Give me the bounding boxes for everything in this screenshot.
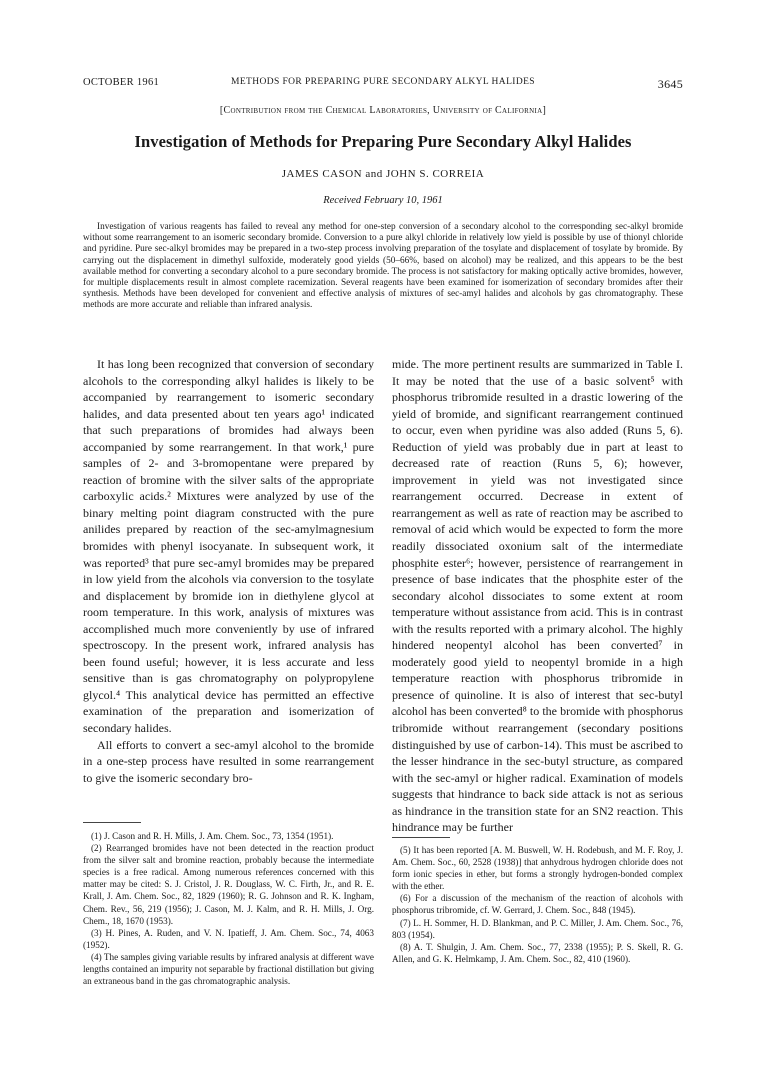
footnote: (7) L. H. Sommer, H. D. Blankman, and P. C. Miller, J. Am. Chem. Soc., 76, 803 (1954).	[392, 917, 683, 940]
footnote: (3) H. Pines, A. Ruden, and V. N. Ipatieff, J. Am. Chem. Soc., 74, 4063 (1952).	[83, 927, 374, 950]
author-line: JAMES CASON and JOHN S. CORREIA	[281, 168, 485, 180]
footnotes-right	[392, 844, 683, 965]
body-column-right	[392, 356, 683, 836]
footnote: (2) Rearranged bromides have not been detected in the reaction product from the silver salt and bromine reaction, probably because the intermediate species is a free radical. Among numerous references concerned with this matter may be cited: S. J. Cristol, J. R. Douglass, W. C. Firth, Jr., and R. E. Krall, J. Am. Chem. Soc., 82, 1829 (1960); R. G. Johnson and R. K. Ingham, Chem. Rev., 56, 219 (1956); J. Cason, M. J. Kalm, and R. H. Mills, J. Org. Chem., 18, 1670 (1953).	[83, 843, 374, 926]
footnote: (1) J. Cason and R. H. Mills, J. Am. Chem. Soc., 73, 1354 (1951).	[91, 831, 334, 841]
body-paragraph: All efforts to convert a sec-amyl alcohol to the bromide in a one-step process have resulted in some rearrangement to give the isomeric secondary bro-	[83, 737, 374, 785]
footnote: (6) For a discussion of the mechanism of the reaction of alcohols with phosphorus tribromide, cf. W. Gerrard, J. Chem. Soc., 848 (1945).	[392, 893, 683, 916]
contribution-line: [Contribution from the Chemical Laboratories, University of California]	[219, 105, 547, 116]
footnote: (5) It has been reported [A. M. Buswell, W. H. Rodebush, and M. F. Roy, J. Am. Chem. Soc., 60, 2528 (1938)] that anhydrous hydrogen chloride does not form ionic species in ether, but forms a strongly hydrogen-bonded complex with the ether.	[392, 845, 683, 892]
footnotes-left	[83, 830, 374, 987]
footnote: (8) A. T. Shulgin, J. Am. Chem. Soc., 77, 2338 (1955); P. S. Skell, R. G. Allen, and G. K. Helmkamp, J. Am. Chem. Soc., 82, 410 (1960).	[392, 941, 683, 964]
body-paragraph: mide. The more pertinent results are summarized in Table I. It may be noted that the use of a basic solvent⁵ with phosphorus tribromide resulted in a drastic lowering of the yield of bromide, and significant rearrangement continued to occur, even when pyridine was also added (Runs 5, 6). Reduction of yield was probably due in part at least to decreased rate of reaction (Runs 5, 6); however, improvement in yield was not investigated since rearrangement occurred. Decrease in extent of rearrangement as well as rate of reaction may be ascribed to removal of acid which would be expected to form the more readily dissociated oxonium salt of the intermediate phosphite ester⁶; however, persistence of rearrangement in presence of base indicates that the phosphite ester of the secondary alcohol dissociates to some extent at room temperature without assistance from acid. This is in contrast with the results reported with a primary alcohol. The highly hindered neopentyl alcohol has been converted⁷ in moderately good yield to neopentyl bromide in a high temperature reaction with phosphorus tribromide in presence of quinoline. It is also of interest that sec-butyl alcohol has been converted⁸ to the bromide with phosphorus tribromide without rearrangement (secondary positions distinguished by use of carbon-14). This must be ascribed to the lesser hindrance in the sec-butyl structure, as compared with the sec-amyl or higher radical. Examination of models suggests that hindrance to back side attack is not as serious as hindrance in the transition state for an SN2 reaction. This hindrance may be further	[392, 357, 683, 835]
received-date: Received February 10, 1961	[323, 195, 443, 206]
body-column-left	[83, 356, 374, 786]
footnote-divider	[83, 822, 141, 823]
footnote-divider	[392, 837, 450, 838]
article-title: Investigation of Methods for Preparing Pure Secondary Alkyl Halides	[134, 132, 632, 151]
page-number: 3645	[657, 77, 683, 91]
body-paragraph: It has long been recognized that conversion of secondary alcohols to the corresponding alkyl halides is likely to be accompanied by rearrangement to isomeric secondary halides, and data presented about ten years ago¹ indicated that such preparations of bromides had always been accompanied by some rearrangement. In that work,¹ pure samples of 2- and 3-bromopentane were prepared by reaction of bromine with the silver salts of the appropriate carboxylic acids.² Mixtures were analyzed by use of the binary melting point diagram constructed with the pure anilides prepared by reaction of the sec-amylmagnesium bromides with phenyl isocyanate. In subsequent work, it was reported³ that pure sec-amyl bromides may be prepared in low yield from the alcohols via conversion to the tosylate and displacement by bromide ion in diethylene glycol at room temperature. In this work, analysis of mixtures was accomplished much more conveniently by use of infrared spectroscopy. In the present work, infrared analysis has been found useful; however, it is less accurate and less sensitive than is gas chromatography on polypropylene glycol.⁴ This analytical device has permitted an effective examination of the preparation and isomerization of secondary halides.	[83, 357, 374, 736]
abstract: Investigation of various reagents has failed to reveal any method for one-step conversion of a secondary alcohol to the corresponding sec-alkyl bromide without some rearrangement to an isomeric secondary bromide. Conversion to a pure alkyl chloride in relatively low yield is possible by use of thionyl chloride and pyridine. Pure sec-alkyl bromides may be prepared in a two-step process involving preparation of the tosylate and displacement of tosylate by bromide. By carrying out the displacement in dimethyl sulfoxide, moderately good yields (50–66%, based on alcohol) may be realized, and this appears to be the best available method for converting a secondary alcohol to a pure secondary bromide. The process is not satisfactory for making optically active bromides, however, for multiple displacements result in almost complete racemization. Several reagents have been examined for isomerization of secondary bromides after their synthesis. Methods have been developed for convenient and effective analysis of mixtures of sec-amyl halides and alcohols by gas chromatography. These methods are more accurate and reliable than infrared analysis.	[83, 222, 683, 311]
running-head-title: METHODS FOR PREPARING PURE SECONDARY ALKYL HALIDES	[231, 77, 535, 87]
footnote: (4) The samples giving variable results by infrared analysis at different wave lengths contained an impurity not separable by fractional distillation but giving an extraneous band in the gas chromatographic analysis.	[83, 951, 374, 987]
running-head	[83, 77, 683, 91]
running-head-date: OCTOBER 1961	[83, 77, 160, 88]
